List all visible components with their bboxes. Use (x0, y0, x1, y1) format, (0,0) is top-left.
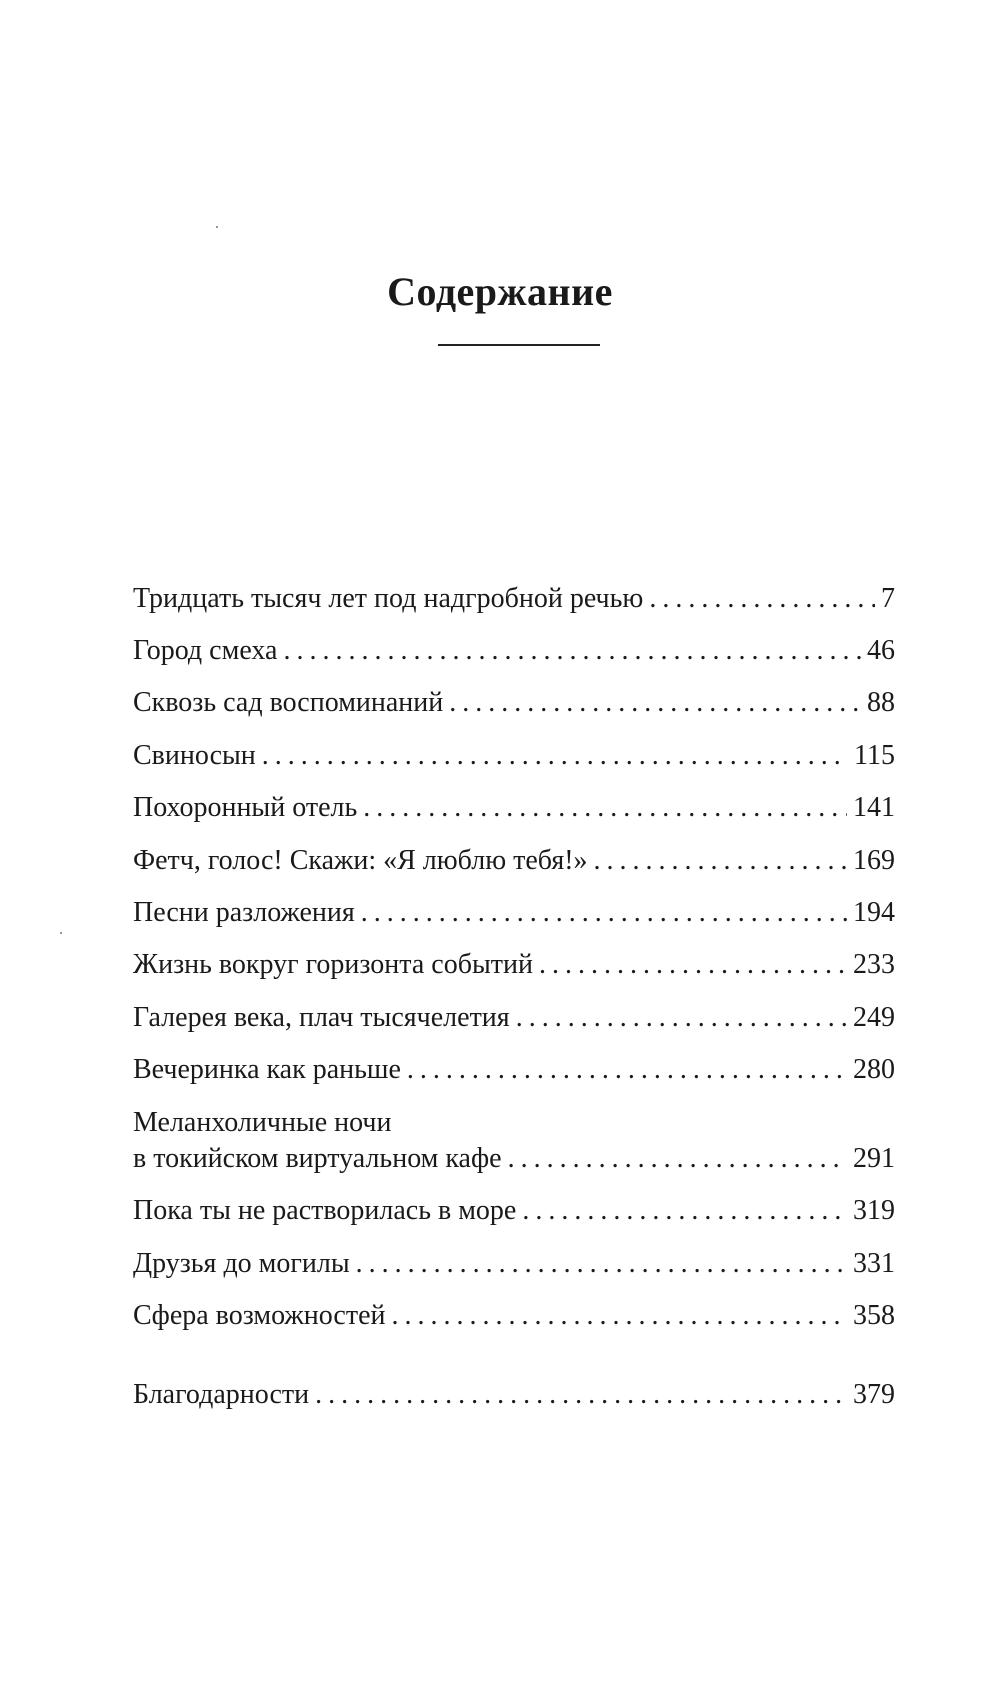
toc-entry-title: Галерея века, плач тысячелетия (133, 1002, 510, 1033)
toc-entry[interactable] (133, 634, 895, 668)
dot-leader (539, 948, 847, 982)
dot-leader (392, 1299, 848, 1333)
toc-entry[interactable] (133, 1247, 895, 1281)
toc-entry-page: 141 (853, 792, 895, 823)
toc-entry-title: Друзья до могилы (133, 1248, 350, 1279)
dot-leader (363, 791, 847, 825)
toc-entry-title: Похоронный отель (133, 792, 358, 823)
toc-entry[interactable] (133, 739, 895, 773)
toc-entry[interactable] (133, 686, 895, 720)
dot-leader (649, 582, 875, 616)
dot-leader (361, 896, 847, 930)
toc-entry[interactable] (133, 844, 895, 878)
toc-entry[interactable] (133, 948, 895, 982)
print-speck (216, 226, 218, 228)
print-speck (60, 932, 62, 934)
toc-entry-title: Сфера возможностей (133, 1300, 386, 1331)
dot-leader (449, 686, 861, 720)
toc-entry-page: 319 (853, 1195, 895, 1226)
toc-entry-title: Благодарности (133, 1379, 310, 1410)
toc-entry-title: Город смеха (133, 635, 278, 666)
dot-leader (356, 1247, 847, 1281)
toc-entry-page: 7 (881, 583, 895, 614)
toc-entry[interactable] (133, 1053, 895, 1087)
toc-entry-page: 249 (853, 1002, 895, 1033)
toc-entry[interactable] (133, 1001, 895, 1035)
title-underline (438, 344, 600, 346)
dot-leader (283, 634, 861, 668)
toc-entry-page: 291 (853, 1143, 895, 1174)
toc-entry[interactable] (133, 582, 895, 616)
page-title: Содержание (387, 269, 613, 314)
dot-leader (516, 1001, 847, 1035)
toc-entry-title: Фетч, голос! Скажи: «Я люблю тебя!» (133, 845, 588, 876)
toc-entry-title: Вечеринка как раньше (133, 1054, 401, 1085)
toc-entry-title: Тридцать тысяч лет под надгробной речью (133, 583, 644, 614)
toc-entry-title-line1: Меланхоличные ночи (133, 1107, 392, 1138)
toc-entry-page: 233 (853, 949, 895, 980)
toc-entry[interactable] (133, 1194, 895, 1228)
toc-entry-title: Жизнь вокруг горизонта событий (133, 949, 533, 980)
toc-entry-title: Пока ты не растворилась в море (133, 1195, 517, 1226)
toc-entry-page: 194 (853, 897, 895, 928)
toc-entry[interactable] (133, 791, 895, 825)
toc-entry-page: 169 (853, 845, 895, 876)
toc-entry-title: Свиносын (133, 740, 256, 771)
dot-leader (594, 844, 847, 878)
toc-entry-page: 115 (854, 740, 895, 771)
toc-entry-page: 331 (853, 1248, 895, 1279)
toc-entry-page: 88 (867, 687, 895, 718)
toc-entry-acknowledgements[interactable] (133, 1378, 895, 1412)
dot-leader (315, 1378, 847, 1412)
toc-entry[interactable] (133, 896, 895, 930)
toc-entry-page: 46 (867, 635, 895, 666)
dot-leader (407, 1053, 847, 1087)
toc-entry-page: 358 (853, 1300, 895, 1331)
dot-leader (522, 1194, 847, 1228)
toc-entry-title: Сквозь сад воспоминаний (133, 687, 444, 718)
toc-entry-title: в токийском виртуальном кафе (133, 1143, 502, 1174)
dot-leader (508, 1142, 847, 1176)
toc-entry[interactable] (133, 1299, 895, 1333)
dot-leader (262, 739, 848, 773)
toc-entry-title: Песни разложения (133, 897, 355, 928)
toc-entry-page: 379 (853, 1379, 895, 1410)
toc-entry[interactable] (133, 1142, 895, 1176)
toc-entry-page: 280 (853, 1054, 895, 1085)
